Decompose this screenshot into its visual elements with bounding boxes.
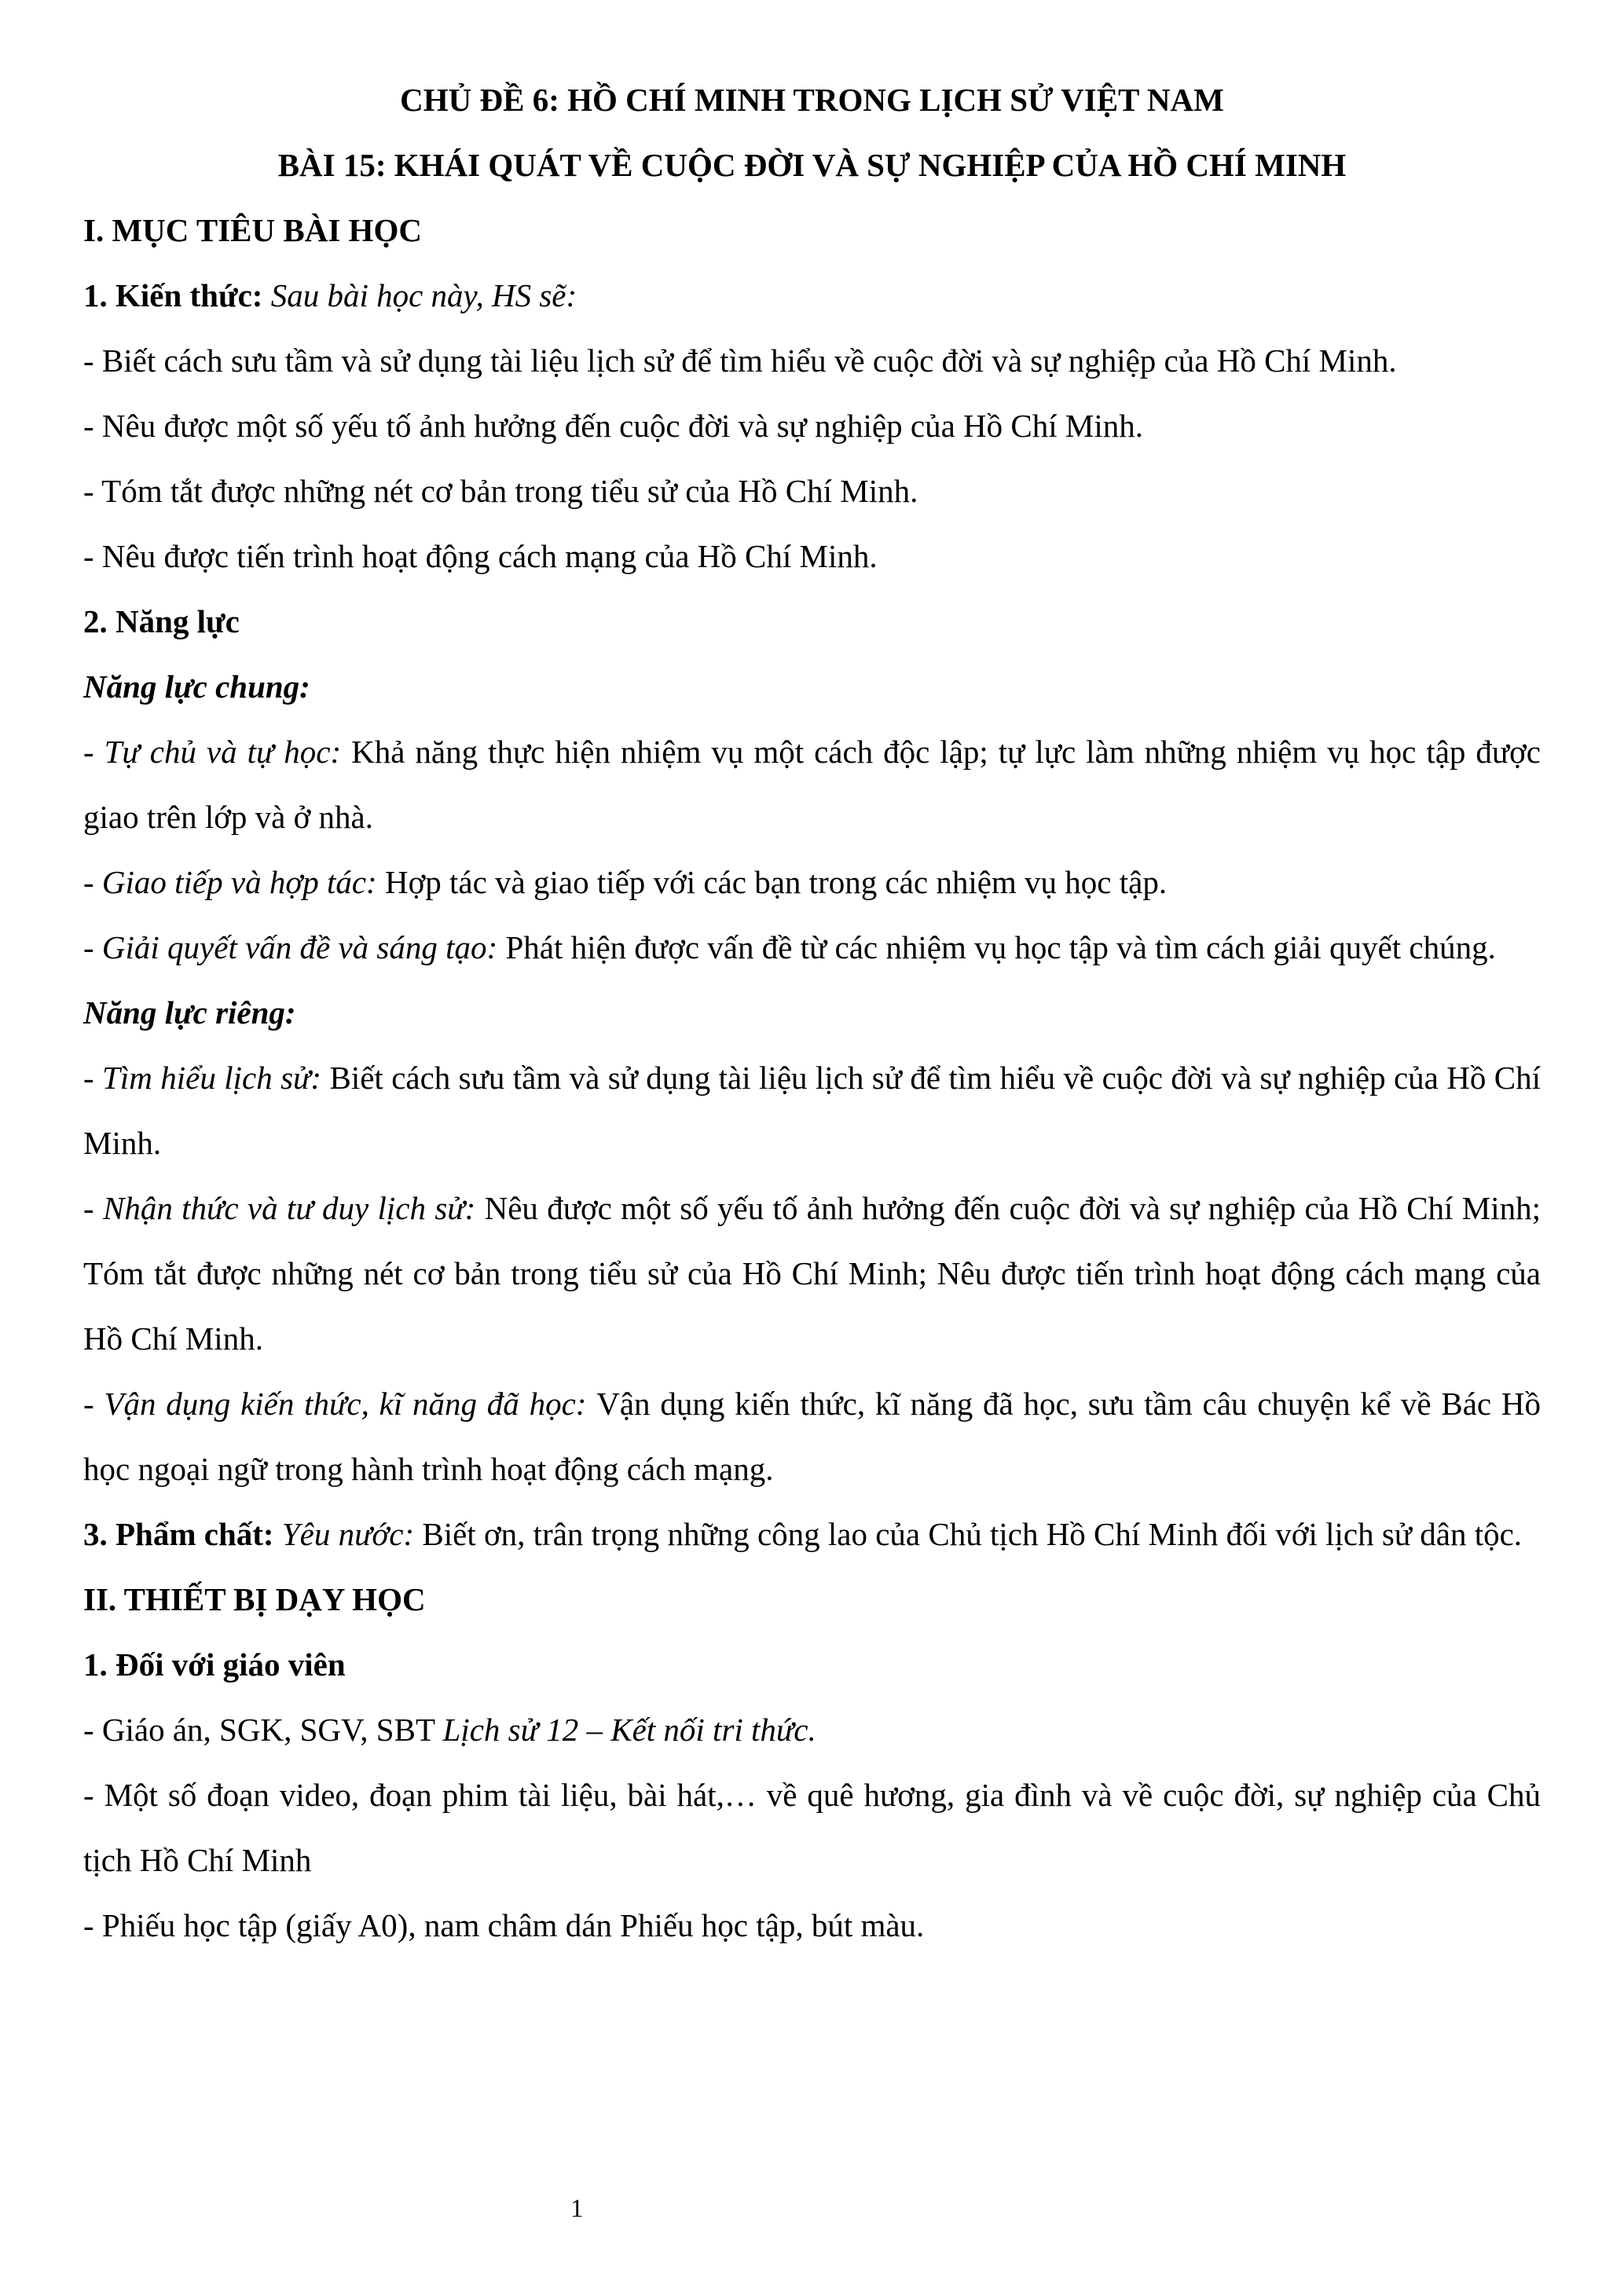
list-item-term: - Tự chủ và tự học: bbox=[83, 734, 352, 770]
list-item-term: - Tìm hiểu lịch sử: bbox=[83, 1060, 330, 1096]
subsection-label: 1. Đối với giáo viên bbox=[83, 1646, 346, 1683]
list-item-book-title: Lịch sử 12 – Kết nối tri thức. bbox=[442, 1712, 816, 1748]
subsection-intro: Sau bài học này, HS sẽ: bbox=[270, 277, 577, 313]
list-item-van-dung bbox=[83, 1371, 1541, 1502]
subsection-giao-vien bbox=[83, 1632, 1541, 1697]
list-item-phieu-hoc-tap bbox=[83, 1893, 1541, 1958]
list-item-text: - Biết cách sưu tầm và sử dụng tài liệu lịch sử để tìm hiểu về cuộc đời và sự nghiệp của Hồ Chí Minh. bbox=[83, 342, 1397, 379]
subheading-text: Năng lực chung: bbox=[83, 668, 310, 705]
subheading-nang-luc-chung bbox=[83, 654, 1541, 720]
list-item-term: - Vận dụng kiến thức, kĩ năng đã học: bbox=[83, 1386, 597, 1422]
list-item-kien-thuc-1 bbox=[83, 328, 1541, 394]
list-item-video bbox=[83, 1763, 1541, 1893]
list-item-text: Hợp tác và giao tiếp với các bạn trong các nhiệm vụ học tập. bbox=[384, 864, 1168, 900]
list-item-text: Vận dụng kiến thức, kĩ năng đã học, sưu tầm câu chuyện kể về Bác Hồ học ngoại ngữ trong hành trình hoạt động cách mạng. bbox=[83, 1386, 1542, 1487]
section-heading-thiet-bi bbox=[83, 1567, 1541, 1632]
list-item-text: Biết cách sưu tầm và sử dụng tài liệu lịch sử để tìm hiểu về cuộc đời và sự nghiệp của Hồ Chí Minh. bbox=[83, 1060, 1542, 1161]
chapter-title bbox=[83, 68, 1541, 133]
subsection-nang-luc bbox=[83, 589, 1541, 654]
lesson-title-text: BÀI 15: KHÁI QUÁT VỀ CUỘC ĐỜI VÀ SỰ NGHIỆP CỦA HỒ CHÍ MINH bbox=[277, 147, 1347, 183]
list-item-giao-tiep bbox=[83, 850, 1541, 915]
list-item-giai-quyet bbox=[83, 915, 1541, 980]
list-item-text: - Phiếu học tập (giấy A0), nam châm dán Phiếu học tập, bút màu. bbox=[83, 1907, 925, 1943]
subsection-label: 2. Năng lực bbox=[83, 603, 240, 639]
list-item-term: - Nhận thức và tư duy lịch sử: bbox=[83, 1190, 485, 1226]
list-item-text: - Một số đoạn video, đoạn phim tài liệu, bài hát,… về quê hương, gia đình và về cuộc đời, sự nghiệp của Chủ tịch Hồ Chí Minh bbox=[83, 1777, 1541, 1878]
subsection-term: Yêu nước: bbox=[281, 1516, 423, 1552]
subsection-label: 1. Kiến thức: bbox=[83, 277, 271, 313]
subsection-text: Biết ơn, trân trọng những công lao của Chủ tịch Hồ Chí Minh đối với lịch sử dân tộc. bbox=[422, 1516, 1523, 1552]
list-item-tu-chu bbox=[83, 720, 1541, 850]
list-item-text: Nêu được một số yếu tố ảnh hưởng đến cuộc đời và sự nghiệp của Hồ Chí Minh; Tóm tắt được những nét cơ bản trong tiểu sử của Hồ Chí Minh; Nêu được tiến trình hoạt động cách mạng của Hồ Chí Minh. bbox=[83, 1190, 1541, 1357]
section-heading-muc-tieu bbox=[83, 198, 1541, 263]
list-item-nhan-thuc bbox=[83, 1176, 1541, 1371]
list-item-tim-hieu bbox=[83, 1045, 1541, 1176]
page-number: 1 bbox=[570, 2195, 584, 2223]
list-item-text: Khả năng thực hiện nhiệm vụ một cách độc lập; tự lực làm những nhiệm vụ học tập được giao trên lớp và ở nhà. bbox=[83, 734, 1541, 835]
list-item-text: Phát hiện được vấn đề từ các nhiệm vụ học tập và tìm cách giải quyết chúng. bbox=[505, 929, 1496, 965]
chapter-title-text: CHỦ ĐỀ 6: HỒ CHÍ MINH TRONG LỊCH SỬ VIỆT NAM bbox=[400, 82, 1224, 118]
lesson-title bbox=[83, 133, 1541, 198]
subsection-kien-thuc bbox=[83, 263, 1541, 328]
list-item-kien-thuc-2 bbox=[83, 394, 1541, 459]
list-item-giao-an bbox=[83, 1697, 1541, 1763]
list-item-text: - Nêu được một số yếu tố ảnh hưởng đến cuộc đời và sự nghiệp của Hồ Chí Minh. bbox=[83, 408, 1143, 444]
list-item-text: - Tóm tắt được những nét cơ bản trong tiểu sử của Hồ Chí Minh. bbox=[83, 473, 918, 509]
list-item-text: - Nêu được tiến trình hoạt động cách mạng của Hồ Chí Minh. bbox=[83, 538, 878, 574]
subsection-pham-chat bbox=[83, 1502, 1541, 1567]
subsection-label: 3. Phẩm chất: bbox=[83, 1516, 282, 1552]
list-item-kien-thuc-4 bbox=[83, 524, 1541, 589]
subheading-nang-luc-rieng bbox=[83, 980, 1541, 1045]
list-item-text: - Giáo án, SGK, SGV, SBT bbox=[83, 1712, 443, 1748]
subheading-text: Năng lực riêng: bbox=[83, 994, 296, 1031]
list-item-term: - Giao tiếp và hợp tác: bbox=[83, 864, 385, 900]
section-heading-text: II. THIẾT BỊ DẠY HỌC bbox=[83, 1581, 426, 1617]
list-item-term: - Giải quyết vấn đề và sáng tạo: bbox=[83, 929, 506, 965]
section-heading-text: I. MỤC TIÊU BÀI HỌC bbox=[83, 212, 422, 248]
list-item-kien-thuc-3 bbox=[83, 459, 1541, 524]
